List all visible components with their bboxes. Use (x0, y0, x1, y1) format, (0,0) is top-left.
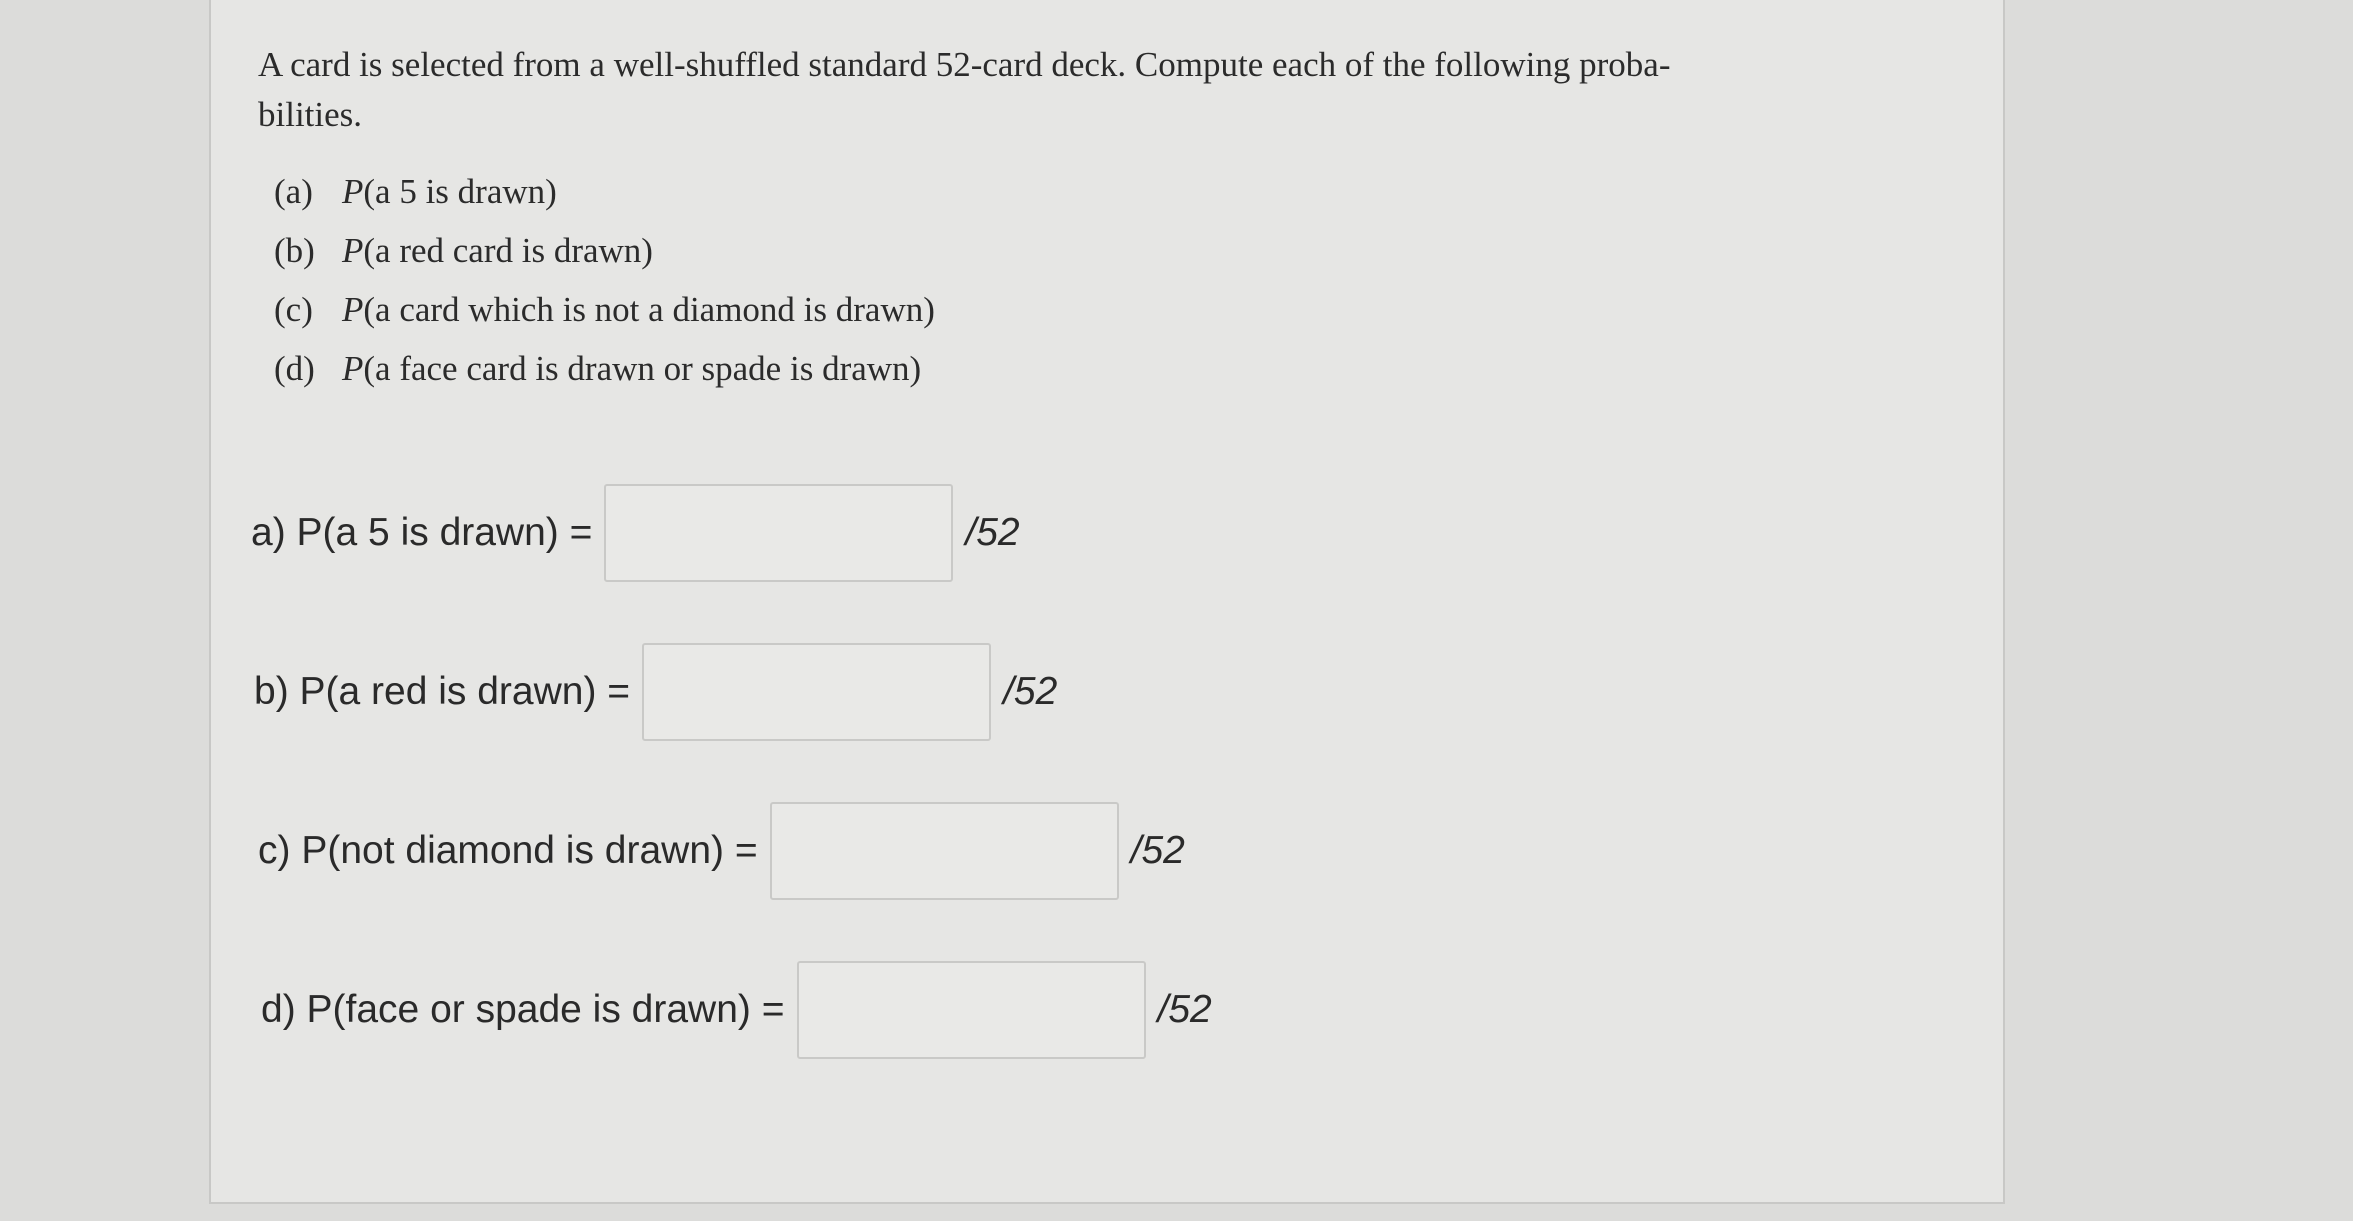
answer-row-b (254, 643, 1057, 741)
part-label: (d) (274, 349, 315, 388)
answer-prompt-b: b) P(a red is drawn) = (254, 670, 631, 713)
problem-part-c (274, 280, 1938, 339)
answer-prompt-c: c) P(not diamond is drawn) = (258, 829, 758, 872)
denominator-a: /52 (965, 511, 1020, 554)
probability-symbol: P (342, 290, 364, 329)
answer-prompt-d: d) P(face or spade is drawn) = (261, 988, 785, 1031)
probability-symbol: P (342, 349, 364, 388)
problem-part-a (274, 162, 1938, 221)
part-label: (c) (274, 290, 313, 329)
denominator-d: /52 (1157, 988, 1212, 1031)
problem-parts-list (274, 162, 1938, 398)
part-label: (b) (274, 231, 315, 270)
part-text: (a 5 is drawn) (363, 172, 557, 211)
answer-row-d (261, 961, 1212, 1059)
problem-intro-line-2: bilities. (258, 95, 363, 134)
answer-input-c[interactable] (770, 802, 1119, 900)
problem-intro-line-1: A card is selected from a well-shuffled standard 52-card deck. Compute each of the following proba- (258, 45, 1671, 84)
probability-symbol: P (342, 231, 364, 270)
part-text: (a red card is drawn) (363, 231, 653, 270)
problem-part-b (274, 221, 1938, 280)
part-text: (a face card is drawn or spade is drawn) (363, 349, 922, 388)
answer-input-b[interactable] (642, 643, 991, 741)
denominator-b: /52 (1003, 670, 1058, 713)
denominator-c: /52 (1130, 829, 1185, 872)
part-text: (a card which is not a diamond is drawn) (363, 290, 935, 329)
answer-row-a (251, 484, 1020, 582)
problem-statement (258, 40, 1938, 398)
answer-input-d[interactable] (797, 961, 1146, 1059)
part-label: (a) (274, 172, 313, 211)
answer-row-c (258, 802, 1185, 900)
answer-prompt-a: a) P(a 5 is drawn) = (251, 511, 593, 554)
answer-input-a[interactable] (604, 484, 953, 582)
probability-symbol: P (342, 172, 364, 211)
problem-part-d (274, 339, 1938, 398)
